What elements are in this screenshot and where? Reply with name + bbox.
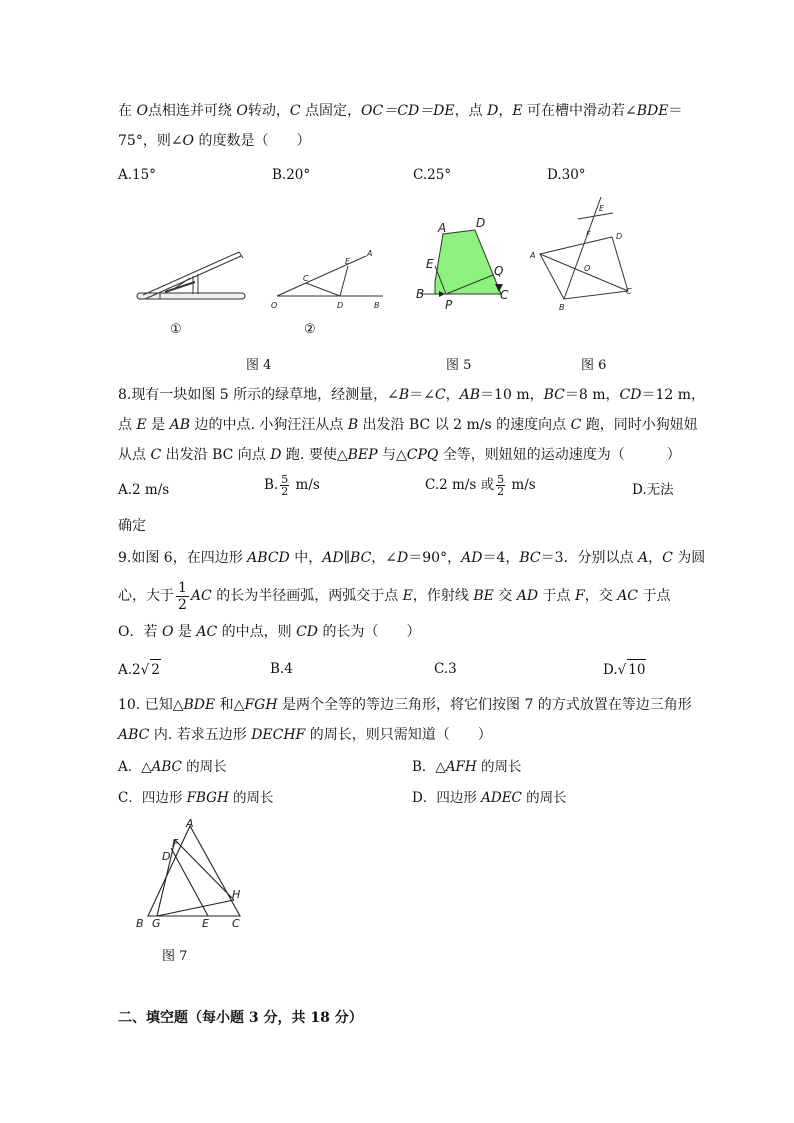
fig4-label-c: C <box>303 274 309 283</box>
fig4-caption: 图 4 <box>246 358 272 373</box>
q8-line3: 从点 C 出发沿 BC 向点 D 跑. 要使△BEP 与△CPQ 全等，则妞妞的运动速度为（ ） <box>118 447 681 463</box>
fig5-green-area <box>435 230 504 294</box>
q8-option-d: D.无法 <box>632 482 674 498</box>
q8-line1: 8.现有一块如图 5 所示的绿草地，经测量，∠B＝∠C，AB＝10 m，BC＝8 m，CD＝12 m， <box>118 387 705 403</box>
q9-line3: O．若 O 是 AC 的中点，则 CD 的长为（ ） <box>118 624 421 640</box>
q7-line2: 75°，则∠O 的度数是（ ） <box>118 133 311 149</box>
fig4-sub2-label: ② <box>304 322 316 337</box>
q9-option-b: B.4 <box>270 661 293 677</box>
q8-option-d-cont: 确定 <box>118 518 146 534</box>
q9-line2: 心，大于 $\frac{1}{2}$ AC 的长为半径画弧，两弧交于点 E，作射线 BE 交 AD 于点 F，交 AC 于点 <box>118 579 671 613</box>
fig6-label-f: F <box>586 230 591 239</box>
q8-option-a: A.2 m/s <box>118 482 170 498</box>
fig4-label-b: B <box>374 301 380 310</box>
fig5-label-d: D <box>476 216 486 230</box>
q9-option-c: C.3 <box>434 661 457 677</box>
q8-line2: 点 E 是 AB 边的中点. 小狗汪汪从点 B 出发沿 BC 以 2 m/s 的速度向点 C 跑，同时小狗妞妞 <box>118 417 698 433</box>
fig7-label-b: B <box>136 917 144 930</box>
q10-option-c: C．四边形 FBGH 的周长 <box>118 790 274 806</box>
q10-option-b: B．△AFH 的周长 <box>412 759 522 775</box>
q10-option-d: D．四边形 ADEC 的周长 <box>412 790 567 806</box>
fig6-label-c: C <box>626 287 632 296</box>
fig7-label-h: H <box>232 888 241 901</box>
fig6-label-e: E <box>599 204 605 213</box>
fig6-label-a: A <box>530 251 536 260</box>
q8-option-c: C.2 m/s 或 $\frac{5}{2}$ m/s <box>425 473 536 498</box>
figure-6 <box>528 197 640 313</box>
section-2-title: 二、填空题（每小题 3 分，共 18 分） <box>118 1010 363 1026</box>
fig7-label-g: G <box>152 917 161 930</box>
q9-option-d: D.√ 10 <box>603 659 646 680</box>
fig5-label-q: Q <box>494 264 504 278</box>
q7-option-c: C.25° <box>413 167 452 183</box>
figure-7 <box>130 818 255 930</box>
q9-line1: 9.如图 6，在四边形 ABCD 中，AD∥BC，∠D＝90°，AD＝4，BC＝3．分别以点 A，C 为圆 <box>118 550 706 566</box>
fig5-label-e: E <box>426 257 434 271</box>
fig7-label-e: E <box>202 917 209 930</box>
fig5-label-p: P <box>445 298 453 312</box>
fig4-label-a: A <box>367 249 373 258</box>
fig6-label-d: D <box>616 232 623 241</box>
fig4-label-o: O <box>271 301 278 310</box>
fig5-label-b: B <box>416 287 425 301</box>
q7-option-d: D.30° <box>547 167 586 183</box>
fig7-label-c: C <box>232 917 240 930</box>
figure-5 <box>413 212 517 312</box>
fig7-label-a: A <box>186 818 194 830</box>
q7-line1: 在 O点相连并可绕 O转动，C 点固定，OC＝CD＝DE，点 D，E 可在槽中滑动若∠BDE＝ <box>118 103 683 119</box>
fig6-label-b: B <box>559 303 565 312</box>
fig4-label-d: D <box>337 301 344 310</box>
fig5-caption: 图 5 <box>446 358 472 373</box>
q8-option-b: B. $\frac{5}{2}$ m/s <box>264 473 320 498</box>
fig4-label-e: E <box>345 257 351 266</box>
fig5-label-a: A <box>438 221 447 235</box>
fig7-label-d: D <box>162 850 171 863</box>
q10-option-a: A．△ABC 的周长 <box>118 759 227 775</box>
q10-line1: 10. 已知△BDE 和△FGH 是两个全等的等边三角形，将它们按图 7 的方式放置在等边三角形 <box>118 697 692 713</box>
q7-option-b: B.20° <box>272 167 311 183</box>
fig6-caption: 图 6 <box>581 358 607 373</box>
fig4-sub1-label: ① <box>170 322 182 337</box>
q10-line2: ABC 内. 若求五边形 DECHF 的周长，则只需知道（ ） <box>118 727 492 743</box>
fig6-label-o: O <box>584 264 591 273</box>
q7-option-a: A.15° <box>118 167 156 183</box>
figure-4-diagram <box>268 248 388 314</box>
fig7-caption: 图 7 <box>162 949 188 964</box>
figure-4-apparatus <box>135 248 247 306</box>
q9-option-a: A.2√ 2 <box>118 659 161 680</box>
fig5-label-c: C <box>500 288 509 302</box>
fig7-label-f: F <box>172 837 179 850</box>
